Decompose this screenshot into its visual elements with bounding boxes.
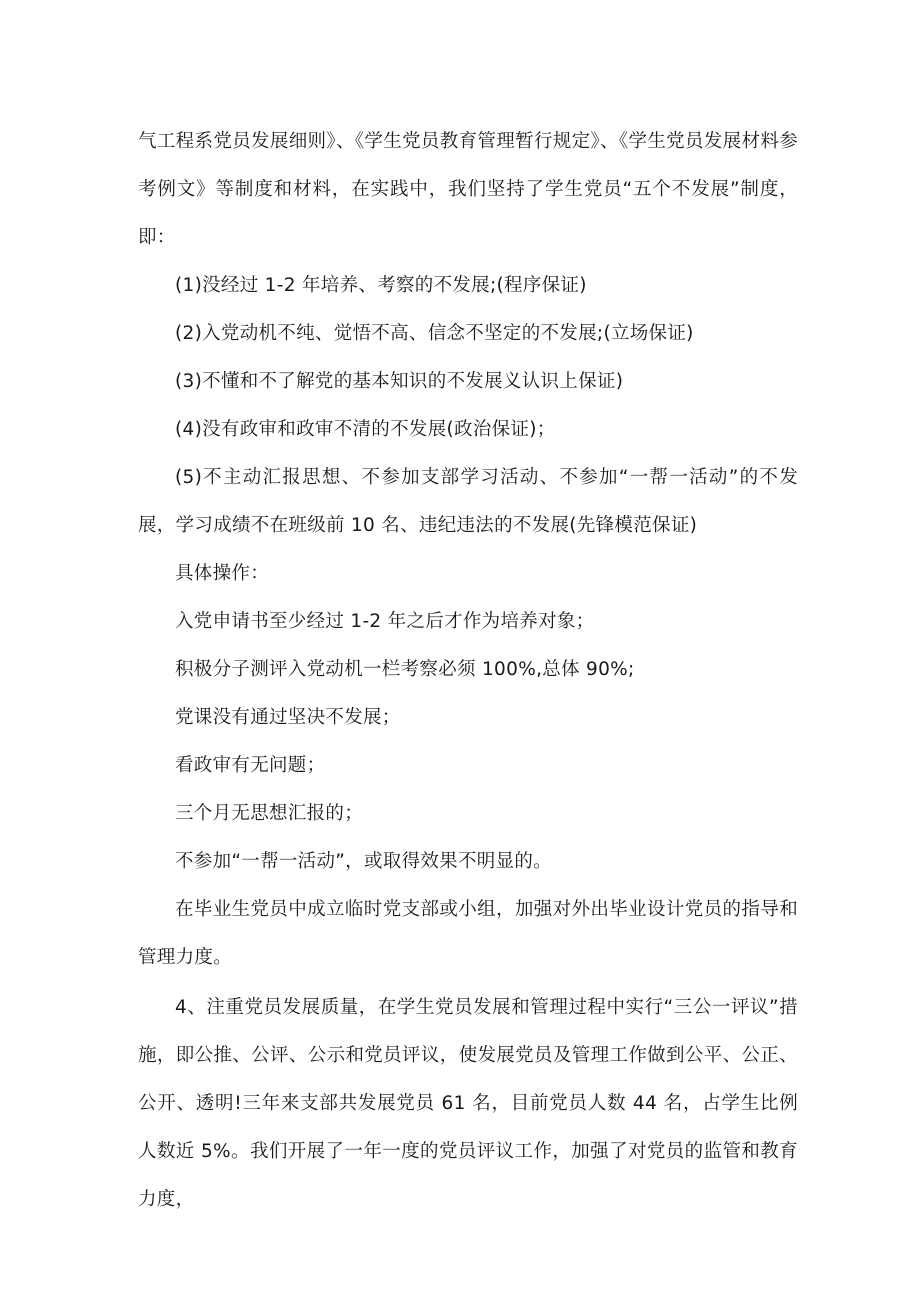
rule-item-4: (4)没有政审和政审不清的不发展(政治保证)； [175, 419, 556, 440]
operation-item-party-class: 党课没有通过坚决不发展； [175, 707, 401, 728]
rule-item-5: (5)不主动汇报思想、不参加支部学习活动、不参加“一帮一活动”的不发展，学习成绩不在班级前 10 名、违纪违法的不发展(先锋模范保证) [138, 467, 798, 536]
operation-heading: 具体操作： [175, 563, 270, 584]
operation-item-thought-report: 三个月无思想汇报的； [175, 803, 364, 824]
rule-item-2: (2)入党动机不纯、觉悟不高、信念不坚定的不发展;(立场保证) [175, 323, 694, 344]
rule-item-3: (3)不懂和不了解党的基本知识的不发展义认识上保证) [175, 371, 624, 392]
paragraph-continuation-rules: 气工程系党员发展细则》、《学生党员教育管理暂行规定》、《学生党员发展材料参考例文》等制度和材料，在实践中，我们坚持了学生党员“五个不发展”制度，即： [138, 131, 798, 248]
paragraph-quality-section-4: 4、注重党员发展质量，在学生党员发展和管理过程中实行“三公一评议”措施，即公推、公评、公示和党员评议，使发展党员及管理工作做到公平、公正、公开、透明!三年来支部共发展党员 61 名，目前党员人数 44 名，占学生比例人数近 5%。我们开展了一年一度的党员评议工作，加强了对党员的监管和教育力度， [138, 997, 798, 1210]
operation-item-application: 入党申请书至少经过 1-2 年之后才作为培养对象； [175, 611, 595, 632]
operation-item-evaluation: 积极分子测评入党动机一栏考察必须 100%,总体 90%; [175, 659, 635, 680]
rule-item-1: (1)没经过 1-2 年培养、考察的不发展;(程序保证) [175, 275, 587, 296]
operation-item-mentoring: 不参加“一帮一活动”，或取得效果不明显的。 [175, 851, 552, 872]
document-body [138, 118, 798, 1224]
paragraph-graduate-branch: 在毕业生党员中成立临时党支部或小组，加强对外出毕业设计党员的指导和管理力度。 [138, 899, 798, 968]
operation-item-political-review: 看政审有无问题； [175, 755, 326, 776]
